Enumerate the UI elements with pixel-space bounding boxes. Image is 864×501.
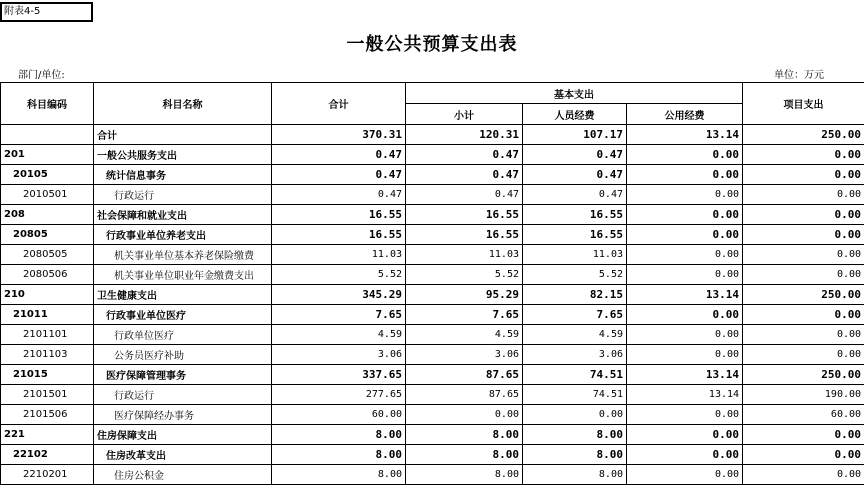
row-subtotal-cell[interactable]: 8.00 [406,425,523,445]
row-personnel-cell[interactable]: 8.00 [523,445,627,465]
table-row [1,385,864,405]
header-total[interactable]: 合计 [272,83,406,125]
table-row [1,225,864,245]
row-personnel-cell[interactable]: 3.06 [523,345,627,365]
page-title: 一般公共预算支出表 [346,34,518,55]
row-personnel-cell[interactable]: 4.59 [523,325,627,345]
row-name-cell[interactable]: 医疗保障管理事务 [94,365,272,385]
row-project-cell[interactable]: 250.00 [743,365,864,385]
row-code-cell[interactable]: 21011 [1,305,94,325]
table-row [1,305,864,325]
row-public-cell[interactable]: 13.14 [627,125,743,145]
row-name-cell[interactable]: 机关事业单位职业年金缴费支出 [94,265,272,285]
table-row [1,465,864,485]
row-project-cell[interactable]: 0.00 [743,185,864,205]
row-name-cell[interactable]: 行政单位医疗 [94,325,272,345]
row-total-cell[interactable]: 337.65 [272,365,406,385]
row-total-cell[interactable]: 60.00 [272,405,406,425]
row-code-cell[interactable]: 210 [1,285,94,305]
row-personnel-cell[interactable]: 74.51 [523,365,627,385]
row-subtotal-cell[interactable]: 0.47 [406,165,523,185]
row-project-cell[interactable]: 0.00 [743,345,864,365]
row-total-cell[interactable]: 0.47 [272,145,406,165]
row-subtotal-cell[interactable]: 11.03 [406,245,523,265]
row-name-cell[interactable]: 统计信息事务 [94,165,272,185]
row-name-cell[interactable]: 行政运行 [94,385,272,405]
row-name-cell[interactable]: 住房公积金 [94,465,272,485]
row-personnel-cell[interactable]: 0.47 [523,145,627,165]
row-public-cell[interactable]: 13.14 [627,385,743,405]
row-total-cell[interactable]: 0.47 [272,185,406,205]
row-code-cell[interactable]: 2101101 [1,325,94,345]
row-project-cell[interactable]: 190.00 [743,385,864,405]
row-name-cell[interactable]: 一般公共服务支出 [94,145,272,165]
row-subtotal-cell[interactable]: 87.65 [406,365,523,385]
table-row [1,425,864,445]
header-name[interactable]: 科目名称 [94,83,272,125]
row-public-cell[interactable]: 13.14 [627,365,743,385]
row-public-cell[interactable]: 0.00 [627,405,743,425]
row-subtotal-cell[interactable]: 0.47 [406,185,523,205]
table-row [1,365,864,385]
row-code-cell[interactable]: 208 [1,205,94,225]
row-personnel-cell[interactable]: 5.52 [523,265,627,285]
row-personnel-cell[interactable]: 7.65 [523,305,627,325]
row-name-cell[interactable]: 行政事业单位医疗 [94,305,272,325]
row-personnel-cell[interactable]: 11.03 [523,245,627,265]
row-public-cell[interactable]: 0.00 [627,425,743,445]
row-public-cell[interactable]: 0.00 [627,205,743,225]
row-code-cell[interactable]: 2101103 [1,345,94,365]
row-total-cell[interactable]: 5.52 [272,265,406,285]
row-subtotal-cell[interactable]: 7.65 [406,305,523,325]
row-subtotal-cell[interactable]: 3.06 [406,345,523,365]
row-total-cell[interactable]: 277.65 [272,385,406,405]
row-subtotal-cell[interactable]: 120.31 [406,125,523,145]
row-name-cell[interactable]: 公务员医疗补助 [94,345,272,365]
row-total-cell[interactable]: 3.06 [272,345,406,365]
row-personnel-cell[interactable]: 16.55 [523,205,627,225]
row-code-cell[interactable]: 2080506 [1,265,94,285]
row-public-cell[interactable]: 0.00 [627,445,743,465]
row-total-cell[interactable]: 0.47 [272,165,406,185]
row-code-cell[interactable]: 21015 [1,365,94,385]
row-name-cell[interactable]: 卫生健康支出 [94,285,272,305]
table-row [1,145,864,165]
row-total-cell[interactable]: 11.03 [272,245,406,265]
row-project-cell[interactable]: 0.00 [743,425,864,445]
row-personnel-cell[interactable]: 0.00 [523,405,627,425]
row-total-cell[interactable]: 345.29 [272,285,406,305]
header-subtotal[interactable]: 小计 [406,104,523,125]
row-public-cell[interactable]: 0.00 [627,305,743,325]
row-name-cell[interactable]: 合计 [94,125,272,145]
table-row [1,345,864,365]
row-public-cell[interactable]: 0.00 [627,265,743,285]
row-subtotal-cell[interactable]: 8.00 [406,465,523,485]
row-personnel-cell[interactable]: 0.47 [523,165,627,185]
row-total-cell[interactable]: 16.55 [272,225,406,245]
row-project-cell[interactable]: 0.00 [743,245,864,265]
row-code-cell[interactable]: 2101506 [1,405,94,425]
row-project-cell[interactable]: 0.00 [743,445,864,465]
row-public-cell[interactable]: 0.00 [627,245,743,265]
row-project-cell[interactable]: 0.00 [743,265,864,285]
row-subtotal-cell[interactable]: 8.00 [406,445,523,465]
row-public-cell[interactable]: 0.00 [627,145,743,165]
row-code-cell[interactable]: 2210201 [1,465,94,485]
table-row [1,265,864,285]
row-name-cell[interactable]: 机关事业单位基本养老保险缴费 [94,245,272,265]
row-total-cell[interactable]: 7.65 [272,305,406,325]
header-basic[interactable]: 基本支出 [406,83,743,104]
row-personnel-cell[interactable]: 0.47 [523,185,627,205]
row-name-cell[interactable]: 行政事业单位养老支出 [94,225,272,245]
row-project-cell[interactable]: 0.00 [743,205,864,225]
row-project-cell[interactable]: 250.00 [743,125,864,145]
row-public-cell[interactable]: 0.00 [627,185,743,205]
row-subtotal-cell[interactable]: 95.29 [406,285,523,305]
row-code-cell[interactable]: 201 [1,145,94,165]
row-project-cell[interactable]: 0.00 [743,325,864,345]
row-project-cell[interactable]: 250.00 [743,285,864,305]
row-project-cell[interactable]: 60.00 [743,405,864,425]
row-public-cell[interactable]: 13.14 [627,285,743,305]
row-total-cell[interactable]: 4.59 [272,325,406,345]
table-row [1,405,864,425]
row-code-cell[interactable]: 2080505 [1,245,94,265]
row-code-cell[interactable]: 22102 [1,445,94,465]
row-subtotal-cell[interactable]: 87.65 [406,385,523,405]
row-public-cell[interactable]: 0.00 [627,465,743,485]
row-personnel-cell[interactable]: 74.51 [523,385,627,405]
row-total-cell[interactable]: 370.31 [272,125,406,145]
row-subtotal-cell[interactable]: 16.55 [406,225,523,245]
table-row [1,205,864,225]
table-row [1,445,864,465]
budget-table [0,82,864,485]
row-public-cell[interactable]: 0.00 [627,325,743,345]
table-row [1,285,864,305]
row-subtotal-cell[interactable]: 4.59 [406,325,523,345]
row-total-cell[interactable]: 16.55 [272,205,406,225]
header-personnel[interactable]: 人员经费 [523,104,627,125]
row-project-cell[interactable]: 0.00 [743,305,864,325]
row-personnel-cell[interactable]: 82.15 [523,285,627,305]
row-code-cell[interactable]: 20105 [1,165,94,185]
row-code-cell[interactable]: 20805 [1,225,94,245]
header-project[interactable]: 项目支出 [743,83,864,125]
table-row [1,185,864,205]
table-row [1,245,864,265]
department-label: 部门/单位: [18,70,65,81]
row-name-cell[interactable]: 住房保障支出 [94,425,272,445]
row-name-cell[interactable]: 社会保障和就业支出 [94,205,272,225]
row-total-cell[interactable]: 8.00 [272,445,406,465]
row-public-cell[interactable]: 0.00 [627,345,743,365]
row-code-cell[interactable]: 2101501 [1,385,94,405]
row-project-cell[interactable]: 0.00 [743,145,864,165]
unit-label: 单位：万元 [774,70,824,81]
row-subtotal-cell[interactable]: 0.47 [406,145,523,165]
row-total-cell[interactable]: 8.00 [272,465,406,485]
row-personnel-cell[interactable]: 8.00 [523,425,627,445]
appendix-label[interactable]: 附表4-5 [0,2,93,22]
header-public[interactable]: 公用经费 [627,104,743,125]
row-name-cell[interactable]: 行政运行 [94,185,272,205]
row-name-cell[interactable]: 医疗保障经办事务 [94,405,272,425]
row-personnel-cell[interactable]: 8.00 [523,465,627,485]
row-public-cell[interactable]: 0.00 [627,165,743,185]
row-total-cell[interactable]: 8.00 [272,425,406,445]
row-code-cell[interactable] [1,125,94,145]
row-personnel-cell[interactable]: 16.55 [523,225,627,245]
table-row [1,165,864,185]
row-code-cell[interactable]: 2010501 [1,185,94,205]
row-subtotal-cell[interactable]: 0.00 [406,405,523,425]
row-project-cell[interactable]: 0.00 [743,465,864,485]
table-row [1,125,864,145]
row-project-cell[interactable]: 0.00 [743,165,864,185]
row-public-cell[interactable]: 0.00 [627,225,743,245]
row-name-cell[interactable]: 住房改革支出 [94,445,272,465]
table-row [1,325,864,345]
row-subtotal-cell[interactable]: 16.55 [406,205,523,225]
row-subtotal-cell[interactable]: 5.52 [406,265,523,285]
row-code-cell[interactable]: 221 [1,425,94,445]
row-project-cell[interactable]: 0.00 [743,225,864,245]
header-code[interactable]: 科目编码 [1,83,94,125]
row-personnel-cell[interactable]: 107.17 [523,125,627,145]
